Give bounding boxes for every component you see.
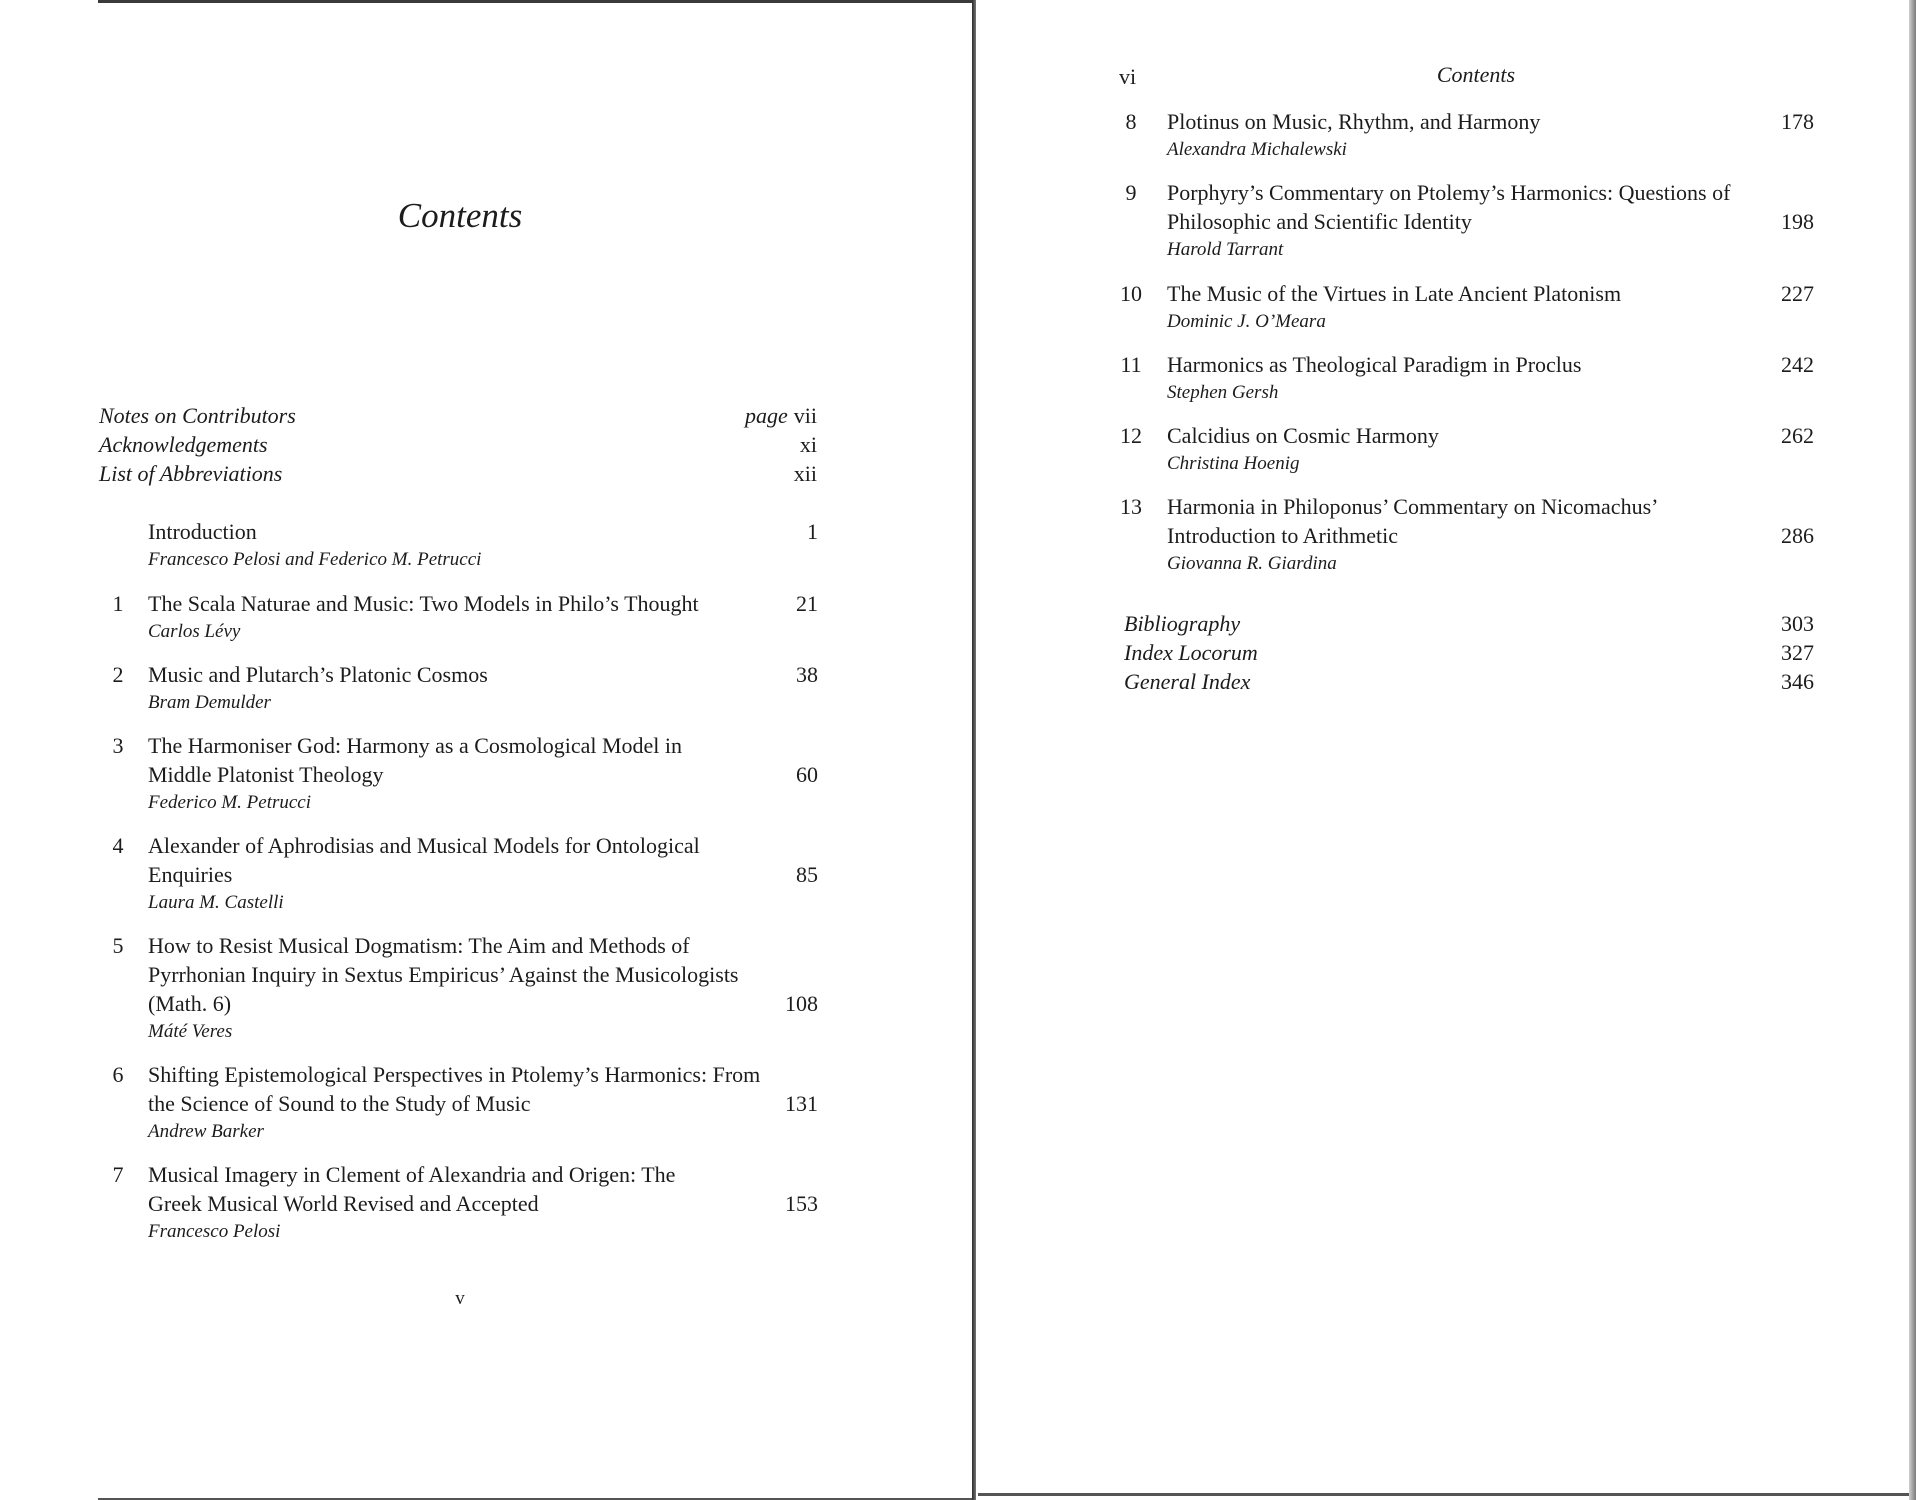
chapter-number: 2 <box>112 662 124 687</box>
front-matter-row <box>99 461 817 487</box>
toc-entry-chapter-1 <box>98 589 818 645</box>
chapter-number: 7 <box>112 1162 124 1187</box>
chapter-title: Calcidius on Cosmic Harmony <box>1167 423 1439 448</box>
back-matter-row <box>1124 640 1814 666</box>
back-matter-title: Bibliography <box>1124 611 1241 636</box>
toc-entry-chapter-12 <box>1111 421 1814 477</box>
chapter-page: 153 <box>785 1191 818 1216</box>
chapter-page: 178 <box>1781 109 1814 134</box>
chapter-page: 198 <box>1781 209 1814 234</box>
toc-entry-chapter-8 <box>1111 107 1814 163</box>
chapter-title: The Harmoniser God: Harmony as a Cosmological Model in Middle Platonist Theology <box>148 733 683 787</box>
chapter-page: 85 <box>796 862 818 887</box>
chapter-title: How to Resist Musical Dogmatism: The Aim and Methods of Pyrrhonian Inquiry in Sextus Empiricus’ Against the Musicologists (Math. 6) <box>148 933 739 1016</box>
chapter-title: Harmonics as Theological Paradigm in Proclus <box>1167 352 1582 377</box>
front-matter-title: List of Abbreviations <box>99 461 283 486</box>
chapter-number: 8 <box>1125 109 1137 134</box>
chapter-author: Francesco Pelosi <box>148 1221 281 1242</box>
page-prefix-label: page <box>745 403 788 428</box>
chapter-page: 286 <box>1781 523 1814 548</box>
chapter-author: Alexandra Michalewski <box>1167 139 1347 160</box>
chapter-author: Federico M. Petrucci <box>148 792 312 813</box>
chapter-page: 227 <box>1781 281 1814 306</box>
chapter-title: The Music of the Virtues in Late Ancient Platonism <box>1167 281 1622 306</box>
page-edge-right <box>1909 0 1916 1500</box>
toc-entry-chapter-10 <box>1111 279 1814 335</box>
chapter-author: Andrew Barker <box>148 1121 264 1142</box>
chapter-page: 262 <box>1781 423 1814 448</box>
toc-entry-chapter-6 <box>98 1060 818 1145</box>
chapter-page: 108 <box>785 991 818 1016</box>
chapter-title: Musical Imagery in Clement of Alexandria and Origen: The Greek Musical World Revised and Accepted <box>148 1162 676 1216</box>
chapter-page: 21 <box>796 591 818 616</box>
back-matter-page: 303 <box>1781 611 1814 636</box>
chapter-number: 3 <box>112 733 124 758</box>
toc-entry-introduction <box>98 517 818 573</box>
chapter-number: 5 <box>112 933 124 958</box>
chapter-author: Máté Veres <box>148 1021 233 1042</box>
page-edge-bottom <box>978 1493 1909 1496</box>
running-head-page-number: vi <box>1119 64 1137 89</box>
chapter-title: Music and Plutarch’s Platonic Cosmos <box>148 662 488 687</box>
back-matter-page: 327 <box>1781 640 1814 665</box>
front-matter-page <box>745 403 817 429</box>
page-number: vii <box>793 403 817 428</box>
right-page <box>976 0 1916 1500</box>
chapter-author: Francesco Pelosi and Federico M. Petrucci <box>148 549 482 570</box>
chapter-number: 6 <box>112 1062 124 1087</box>
toc-entry-chapter-7 <box>98 1160 818 1245</box>
toc-entry-chapter-11 <box>1111 350 1814 406</box>
chapter-author: Dominic J. O’Meara <box>1167 311 1326 332</box>
chapter-number: 1 <box>112 591 124 616</box>
front-matter-page: xii <box>793 461 817 486</box>
front-matter-page: xi <box>799 432 817 457</box>
toc-entry-chapter-4 <box>98 831 818 916</box>
running-head-title: Contents <box>1436 62 1516 87</box>
back-matter-title: General Index <box>1124 669 1251 694</box>
chapter-number: 13 <box>1120 494 1142 519</box>
chapter-title: The Scala Naturae and Music: Two Models in Philo’s Thought <box>148 591 699 616</box>
toc-entry-chapter-2 <box>98 660 818 716</box>
toc-entry-chapter-5 <box>98 931 818 1045</box>
chapter-number: 4 <box>112 833 124 858</box>
chapter-page: 38 <box>796 662 818 687</box>
back-matter-row <box>1124 611 1814 637</box>
chapter-page: 131 <box>785 1091 818 1116</box>
chapter-page: 242 <box>1781 352 1814 377</box>
back-matter-page: 346 <box>1781 669 1814 694</box>
toc-entry-chapter-3 <box>98 731 818 816</box>
chapter-number: 11 <box>1120 352 1142 377</box>
chapter-author: Carlos Lévy <box>148 621 241 642</box>
chapter-title: Shifting Epistemological Perspectives in Ptolemy’s Harmonics: From the Science of Sound to the Study of Music <box>148 1062 761 1116</box>
page-folio: v <box>455 1288 465 1309</box>
front-matter-title: Notes on Contributors <box>99 403 296 428</box>
front-matter-title: Acknowledgements <box>99 432 268 457</box>
chapter-title: Plotinus on Music, Rhythm, and Harmony <box>1167 109 1541 134</box>
chapter-page: 1 <box>807 519 818 544</box>
toc-entry-chapter-13 <box>1111 492 1814 577</box>
chapter-author: Stephen Gersh <box>1167 382 1279 403</box>
back-matter-row <box>1124 669 1814 695</box>
chapter-number: 12 <box>1120 423 1142 448</box>
chapter-title: Harmonia in Philoponus’ Commentary on Nicomachus’ Introduction to Arithmetic <box>1167 494 1657 548</box>
chapter-author: Christina Hoenig <box>1167 453 1300 474</box>
chapter-author: Laura M. Castelli <box>148 892 284 913</box>
chapter-author: Bram Demulder <box>148 692 271 713</box>
chapter-page: 60 <box>796 762 818 787</box>
chapter-number: 10 <box>1120 281 1142 306</box>
front-matter-row <box>99 403 817 429</box>
chapter-title: Porphyry’s Commentary on Ptolemy’s Harmonics: Questions of Philosophic and Scientific Identity <box>1167 180 1731 234</box>
toc-entry-chapter-9 <box>1111 178 1814 263</box>
front-matter-row <box>99 432 817 458</box>
chapter-title: Introduction <box>148 519 257 544</box>
page-edge-top <box>98 0 973 3</box>
chapter-title: Alexander of Aphrodisias and Musical Models for Ontological Enquiries <box>148 833 700 887</box>
page-title: Contents <box>397 196 523 235</box>
chapter-author: Harold Tarrant <box>1167 239 1284 260</box>
chapter-author: Giovanna R. Giardina <box>1167 553 1337 574</box>
back-matter-title: Index Locorum <box>1124 640 1258 665</box>
chapter-number: 9 <box>1125 180 1137 205</box>
